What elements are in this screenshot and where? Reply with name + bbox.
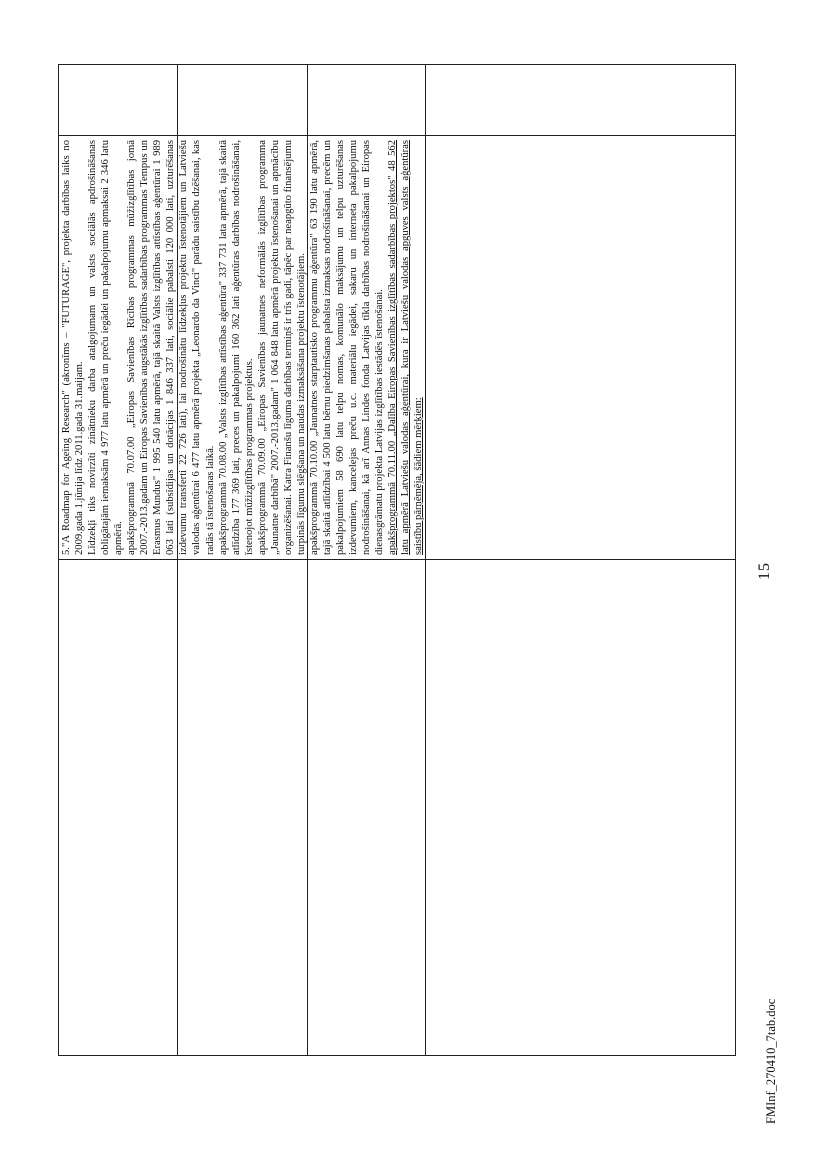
paragraph-subprogramme-70-07: apakšprogrammā 70.07.00 „Eiropas Savienības Rīcības programmas mūžizglītības jomā 2007.-2013.gadam un Eiropas Savienības augstākās izglītības sadarbības programmas Tempus un Erasmus Mundus" 1 995 540 latu apmērā, tajā skaitā Valsts izglītības attīstības aģentūrai 1 989 063 lati (subsīdijas un dotācijas 1 846 337 lati, sociālie pabalsti 120 000 lati, uzturēšanas izdevumu transferti 22 726 lati), lai nodrošinātu līdzekļus projektu īstenotājiem un Latviešu valodas aģentūrai 6 477 latu apmērā projekta „Leonardo da Vinci" parādu saistību dzēšanai, kas radās tā īstenošanas laikā. bbox=[126, 140, 216, 555]
paragraph-subprogramme-70-08: apakšprogrammā 70.08.00 „Valsts izglītības attīstības aģentūra" 337 731 lata apmērā, tajā skaitā atlīdzība 177 369 lati, preces un pakalpojumi 160 362 lati aģentūras darbības nodrošināšanai, īstenojot mūžizglītības programmas projektus. bbox=[217, 140, 255, 555]
footer-filename: FMInf_270410_7tab.doc bbox=[764, 998, 778, 1124]
paragraph-project-title: 5."A Roadmap for Ageing Research" (akronīms – "FUTURAGE", projekta darbības laiks no 2009.gada 1.jūnija līdz 2011.gada 31.maijam. bbox=[61, 140, 86, 555]
paragraph-subprogramme-70-10: apakšprogrammā 70.10.00 „Jaunatnes starptautisko programmu aģentūra" 63 190 latu apmērā, tajā skaitā atlīdzībai 4 500 latu bērnu piedzimšanas pabalsta izmaksas nodrošināšanai, precēm un pakalpojumiem 58 690 latu telpu nomas, komunālo maksājumu un telpu uzturēšanas izdevumiem, kancelejas preču u.c. materiālu iegādei, sakaru un interneta pakalpojumu nodrošināšanai, kā arī Annas Lindes fonda Latvijas tīkla darbības nodrošināšanai un Eiropas dienasgrāmatu projekta Latvijas izglītības iestādēs īstenošanai. bbox=[308, 140, 386, 555]
paragraph-funding-note: Līdzekļi tiks novirzīti zinātnieku darba atalgojumam un valsts sociālās apdrošināšanas obligātajām iemaksām 4 977 latu apmērā un preču iegādei un pakalpojumu apmaksai 2 346 latu apmērā. bbox=[87, 140, 125, 555]
paragraph-subprogramme-70-11: apakšprogrammā 70.11.00 „Dalība Eiropas Savienības izglītības sadarbības projektos" 48 562 latu apmērā Latviešu valodas aģentūrai, kura ir Latviešu valodas apguves valsts aģentūras saistību pārņēmēja, šādiem mērķiem: bbox=[387, 140, 425, 555]
paragraph-subprogramme-70-09: apakšprogrammā 70.09.00 „Eiropas Savienības jaunatnes neformālās izglītības programma „Jaunatne darbībā" 2007.-2013.gadam" 1 064 848 latu apmērā projektu īstenošanai un apmācību organizēšanai. Katra Finanšu līguma darbības termiņš ir trīs gadi, tāpēc par neapgūto finansējumu turpinās līgumu slēgšana un naudas izmaksāšana projektu īstenotājiem. bbox=[256, 140, 307, 555]
page-number: 15 bbox=[756, 562, 773, 580]
table-cell-text bbox=[59, 136, 735, 560]
document-table bbox=[58, 64, 736, 1056]
